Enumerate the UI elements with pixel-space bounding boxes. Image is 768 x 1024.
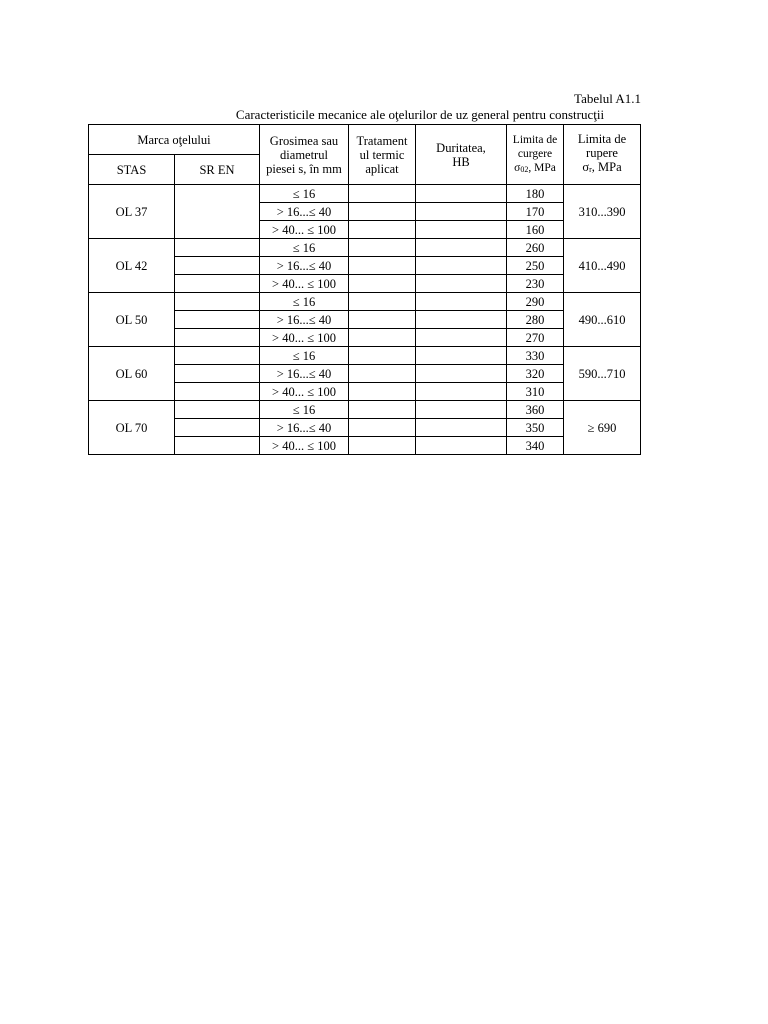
sr-en-cell [175,257,260,275]
header-duritatea-line2: HB [452,154,470,169]
grosime-cell: ≤ 16 [260,185,349,203]
tratament-cell [349,203,416,221]
sr-en-cell [175,419,260,437]
duritate-cell [416,437,507,455]
header-grosimea [260,125,349,185]
grosime-cell: > 16...≤ 40 [260,365,349,383]
header-rupere-line2: rupere [586,146,618,160]
curgere-cell: 340 [507,437,564,455]
duritate-cell [416,293,507,311]
grosime-cell: ≤ 16 [260,239,349,257]
sr-en-cell [175,437,260,455]
duritate-cell [416,401,507,419]
header-limita-curgere [507,125,564,185]
grosime-cell: ≤ 16 [260,293,349,311]
duritate-cell [416,311,507,329]
table-row [89,239,641,257]
header-tratament [349,125,416,185]
header-curgere-line2: curgere [517,147,553,160]
header-tratament-line3: aplicat [365,161,399,176]
tratament-cell [349,311,416,329]
rupere-cell: 490...610 [564,293,641,347]
curgere-cell: 180 [507,185,564,203]
stas-cell: OL 50 [89,293,175,347]
tratament-cell [349,383,416,401]
duritate-cell [416,185,507,203]
sr-en-cell [175,239,260,257]
sr-en-cell [175,185,260,239]
rupere-cell: 590...710 [564,347,641,401]
duritate-cell [416,383,507,401]
grosime-cell: > 40... ≤ 100 [260,437,349,455]
sr-en-cell [175,293,260,311]
grosime-cell: > 16...≤ 40 [260,203,349,221]
sr-en-cell [175,383,260,401]
grosime-cell: ≤ 16 [260,401,349,419]
tratament-cell [349,437,416,455]
stas-cell: OL 70 [89,401,175,455]
header-duritatea [416,125,507,185]
stas-cell: OL 37 [89,185,175,239]
header-curgere-sigma: σ [514,161,521,174]
sr-en-cell [175,311,260,329]
curgere-cell: 260 [507,239,564,257]
header-stas: STAS [89,155,175,185]
tratament-cell [349,329,416,347]
grosime-cell: > 40... ≤ 100 [260,383,349,401]
header-grosimea-line3: piesei s, în mm [266,161,342,176]
curgere-cell: 160 [507,221,564,239]
steel-properties-table [88,124,641,455]
curgere-cell: 320 [507,365,564,383]
duritate-cell [416,365,507,383]
header-tratament-line1: Tratament [356,133,408,148]
tratament-cell [349,293,416,311]
header-tratament-line2: ul termic [359,147,405,162]
table-row [89,293,641,311]
sr-en-cell [175,347,260,365]
curgere-cell: 170 [507,203,564,221]
table-row [89,347,641,365]
duritate-cell [416,275,507,293]
header-grosimea-line2: diametrul [280,147,328,162]
rupere-cell: ≥ 690 [564,401,641,455]
tratament-cell [349,275,416,293]
tratament-cell [349,419,416,437]
tratament-cell [349,185,416,203]
tratament-cell [349,257,416,275]
duritate-cell [416,347,507,365]
curgere-cell: 280 [507,311,564,329]
header-curgere-unit: , MPa [528,161,556,174]
tratament-cell [349,347,416,365]
grosime-cell: > 16...≤ 40 [260,257,349,275]
duritate-cell [416,203,507,221]
curgere-cell: 310 [507,383,564,401]
header-rupere-unit: , MPa [591,160,622,174]
curgere-cell: 290 [507,293,564,311]
curgere-cell: 330 [507,347,564,365]
header-marca-otelului: Marca oţelului [89,125,260,155]
header-curgere-subscript: 02 [520,164,529,174]
sr-en-cell [175,329,260,347]
table-row [89,401,641,419]
tratament-cell [349,239,416,257]
sr-en-cell [175,401,260,419]
tratament-cell [349,221,416,239]
duritate-cell [416,419,507,437]
table-row [89,185,641,203]
sr-en-cell [175,365,260,383]
grosime-cell: > 40... ≤ 100 [260,275,349,293]
table-title: Caracteristicile mecanice ale oţelurilor de uz general pentru construcţii [235,107,605,122]
duritate-cell [416,239,507,257]
tratament-cell [349,401,416,419]
grosime-cell: ≤ 16 [260,347,349,365]
tratament-cell [349,365,416,383]
header-curgere-line1: Limita de [512,133,558,146]
rupere-cell: 410...490 [564,239,641,293]
grosime-cell: > 40... ≤ 100 [260,329,349,347]
curgere-cell: 360 [507,401,564,419]
sr-en-cell [175,275,260,293]
grosime-cell: > 16...≤ 40 [260,419,349,437]
grosime-cell: > 40... ≤ 100 [260,221,349,239]
curgere-cell: 230 [507,275,564,293]
curgere-cell: 250 [507,257,564,275]
header-rupere-sigma: σ [582,160,590,174]
grosime-cell: > 16...≤ 40 [260,311,349,329]
header-limita-rupere [564,125,641,185]
header-duritatea-line1: Duritatea, [436,140,486,155]
stas-cell: OL 60 [89,347,175,401]
header-sr-en: SR EN [175,155,260,185]
rupere-cell: 310...390 [564,185,641,239]
header-grosimea-line1: Grosimea sau [269,133,339,148]
stas-cell: OL 42 [89,239,175,293]
table-label: Tabelul A1.1 [574,91,641,106]
curgere-cell: 350 [507,419,564,437]
header-rupere-line1: Limita de [577,132,627,146]
header-rupere-subscript: r [589,165,592,174]
duritate-cell [416,329,507,347]
curgere-cell: 270 [507,329,564,347]
duritate-cell [416,221,507,239]
duritate-cell [416,257,507,275]
